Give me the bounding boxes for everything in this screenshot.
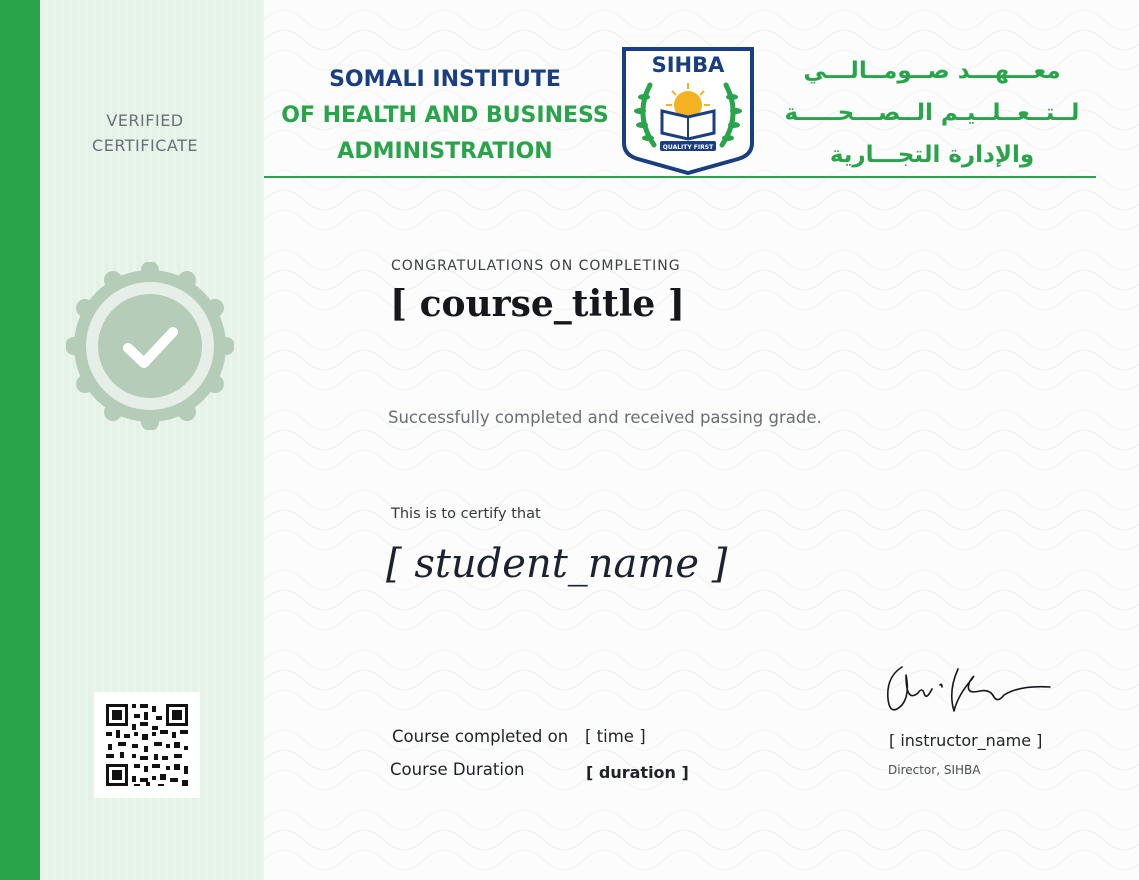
- logo-motto: QUALITY FIRST: [662, 144, 714, 151]
- verified-line: VERIFIED: [106, 111, 184, 130]
- sihba-logo: [620, 45, 756, 175]
- arabic-line-1: معـــهـــد صــومــالـــي: [803, 58, 1061, 84]
- institute-name-arabic: [760, 50, 1104, 176]
- certify-text: This is to certify that: [391, 506, 541, 522]
- verified-certificate-label: [40, 108, 250, 158]
- left-accent-bar: [0, 0, 40, 880]
- duration-value: [ duration ]: [586, 763, 689, 782]
- logo-text: SIHBA: [651, 53, 725, 77]
- arabic-line-3: والإدارة التجـــارية: [829, 142, 1035, 168]
- congratulations-label: CONGRATULATIONS ON COMPLETING: [391, 258, 681, 274]
- checkmark-seal-icon: [66, 262, 234, 430]
- course-title: [ course_title ]: [390, 283, 685, 325]
- header-divider: [264, 176, 1096, 178]
- completed-on-label: Course completed on: [392, 727, 569, 746]
- director-title: Director, SIHBA: [888, 763, 981, 777]
- institute-name-english: [272, 62, 618, 170]
- certificate-line: CERTIFICATE: [92, 136, 198, 155]
- duration-label: Course Duration: [390, 760, 525, 779]
- signature-icon: [880, 655, 1055, 723]
- completed-on-value: [ time ]: [585, 727, 646, 746]
- institute-line-1: SOMALI INSTITUTE: [329, 67, 561, 92]
- institute-line-3: ADMINISTRATION: [337, 139, 553, 164]
- student-name: [ student_name ]: [386, 541, 728, 587]
- passing-grade-text: Successfully completed and received passing grade.: [388, 408, 822, 427]
- instructor-name: [ instructor_name ]: [889, 731, 1043, 750]
- arabic-line-2: لــتــعــلــيـم الــصـــحـــــة: [784, 100, 1080, 126]
- qr-code-icon: [94, 692, 200, 798]
- institute-line-2: OF HEALTH AND BUSINESS: [281, 103, 609, 128]
